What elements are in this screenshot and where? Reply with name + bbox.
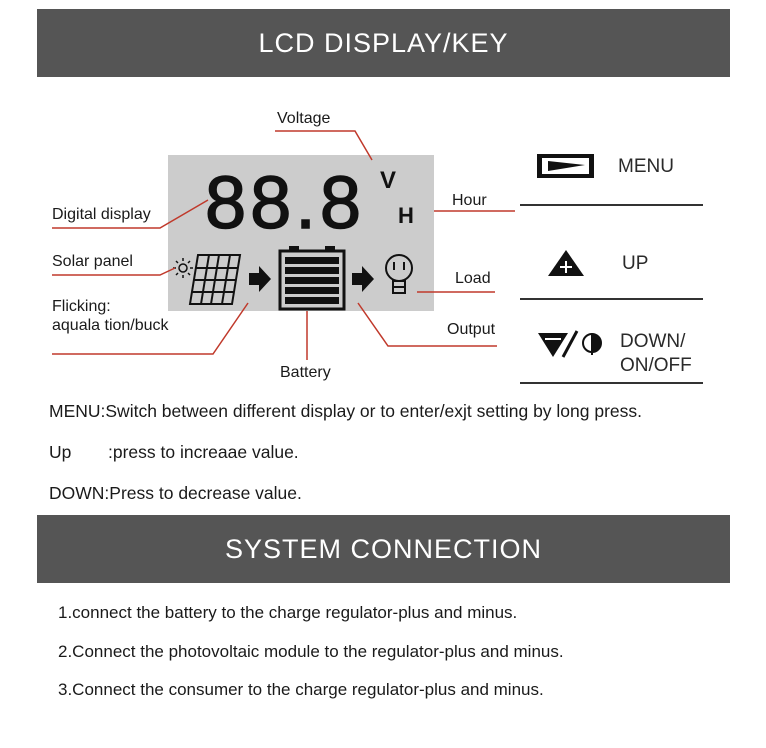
down-key-icon bbox=[538, 331, 601, 357]
divider bbox=[520, 382, 703, 384]
up-key-icon bbox=[548, 250, 584, 276]
callout-load: Load bbox=[455, 270, 491, 287]
callout-voltage: Voltage bbox=[277, 110, 331, 127]
menu-description: MENU:Switch between different display or to enter/exjt setting by long press. bbox=[49, 401, 643, 421]
up-description: :press to increaae value. bbox=[108, 442, 299, 462]
section-title-lcd: LCD DISPLAY/KEY bbox=[258, 27, 509, 58]
down-key-label: DOWN/ bbox=[620, 331, 686, 352]
callout-output: Output bbox=[447, 321, 496, 338]
lcd-digits: 88.8 bbox=[205, 161, 366, 244]
divider bbox=[520, 204, 703, 206]
callout-flicking-detail: aquala tion/buck bbox=[52, 317, 169, 334]
connection-step: 1.connect the battery to the charge regulator-plus and minus. bbox=[58, 603, 518, 622]
arrow-right-icon bbox=[249, 266, 271, 292]
sun-icon bbox=[173, 258, 193, 278]
arrow-right-icon bbox=[352, 266, 374, 292]
section-title-connection: SYSTEM CONNECTION bbox=[224, 533, 543, 564]
connection-step: 2.Connect the photovoltaic module to the regulator-plus and minus. bbox=[58, 642, 564, 661]
menu-key-icon bbox=[537, 154, 594, 178]
battery-icon bbox=[280, 246, 344, 309]
menu-key-label: MENU bbox=[618, 156, 674, 177]
down-description: DOWN:Press to decrease value. bbox=[49, 483, 302, 503]
callout-battery: Battery bbox=[280, 364, 331, 381]
callout-solar-panel: Solar panel bbox=[52, 253, 133, 270]
bulb-icon bbox=[386, 255, 412, 293]
callout-hour: Hour bbox=[452, 192, 487, 209]
divider bbox=[520, 298, 703, 300]
solar-panel-icon bbox=[190, 255, 240, 304]
lcd-voltage-unit: V bbox=[380, 167, 397, 194]
section-banner-connection bbox=[37, 515, 730, 583]
up-description-key: Up bbox=[49, 442, 72, 462]
connection-step: 3.Connect the consumer to the charge regulator-plus and minus. bbox=[58, 680, 544, 699]
callout-digital-display: Digital display bbox=[52, 206, 151, 223]
lcd-hour-unit: H bbox=[398, 203, 414, 228]
up-key-label: UP bbox=[622, 253, 649, 274]
callout-flicking: Flicking: bbox=[52, 298, 111, 315]
onoff-key-label: ON/OFF bbox=[620, 355, 692, 376]
